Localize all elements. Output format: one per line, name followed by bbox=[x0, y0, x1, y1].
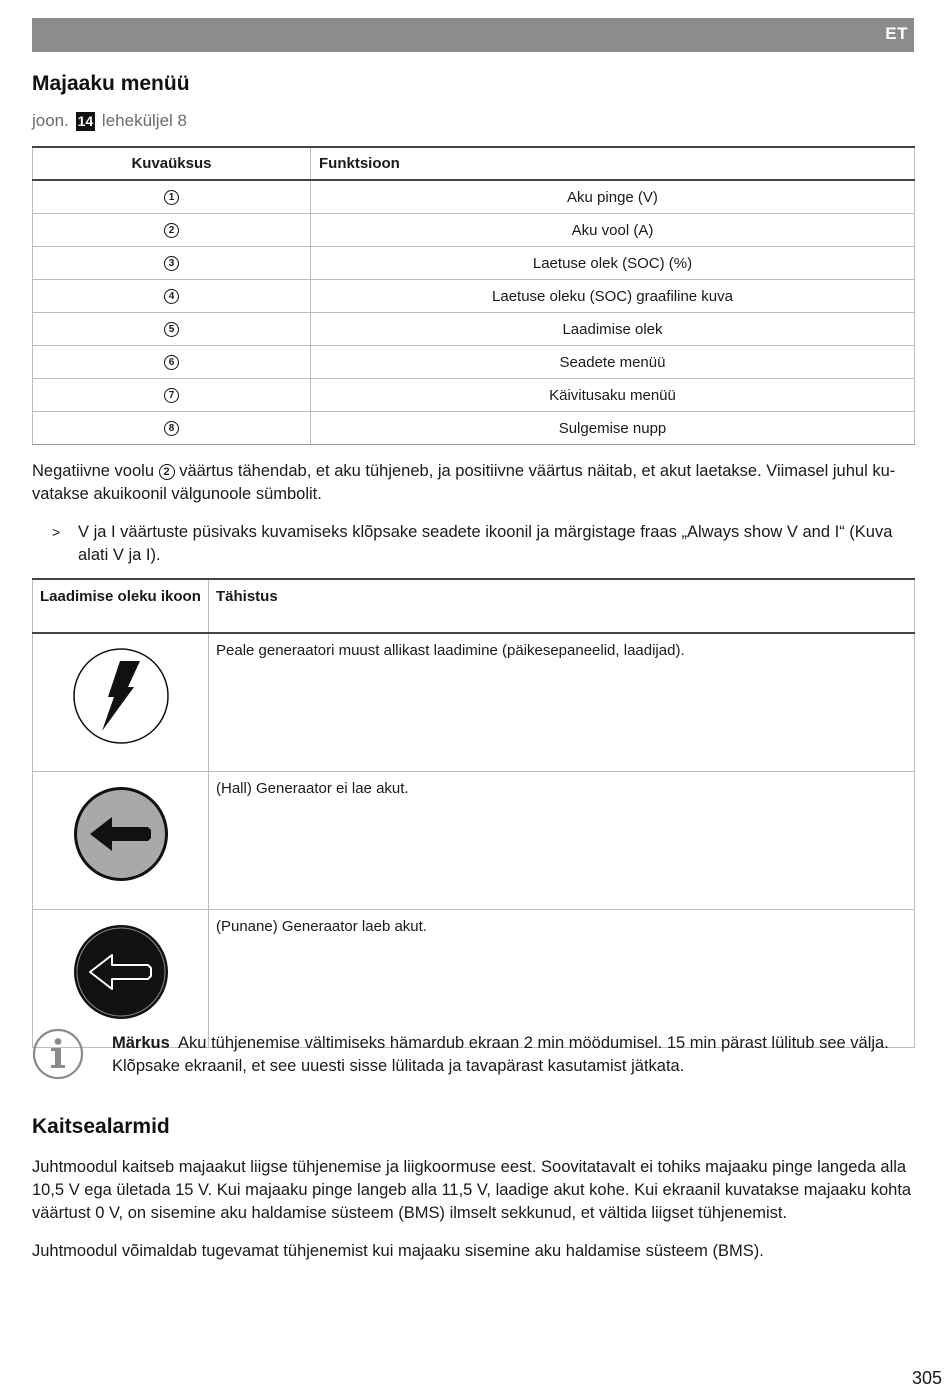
table-row bbox=[33, 772, 915, 910]
note-block bbox=[112, 1032, 914, 1078]
display-functions-table bbox=[32, 146, 915, 445]
function-cell: Sulgemise nupp bbox=[311, 412, 915, 445]
circled-number: 2 bbox=[164, 223, 179, 238]
figure-reference bbox=[32, 111, 187, 131]
grey-arrow-left-icon bbox=[72, 785, 170, 883]
bullet-marker: > bbox=[52, 524, 61, 540]
table-row bbox=[33, 910, 915, 1048]
function-cell: Seadete menüü bbox=[311, 346, 915, 379]
charging-status-icon-table bbox=[32, 578, 915, 1048]
function-cell: Laadimise olek bbox=[311, 313, 915, 346]
table-header-row bbox=[33, 147, 915, 180]
note-label: Märkus bbox=[112, 1034, 170, 1052]
table-row bbox=[33, 412, 915, 445]
function-cell: Käivitusaku menüü bbox=[311, 379, 915, 412]
circled-number: 5 bbox=[164, 322, 179, 337]
function-cell: Laetuse olek (SOC) (%) bbox=[311, 247, 915, 280]
circled-number: 7 bbox=[164, 388, 179, 403]
circled-number: 6 bbox=[164, 355, 179, 370]
function-cell: Aku vool (A) bbox=[311, 214, 915, 247]
icon-description: (Punane) Generaator laeb akut. bbox=[209, 910, 915, 1048]
column-header-charging-icon: Laadimise oleku ikoon bbox=[33, 579, 209, 633]
figure-ref-prefix: joon. bbox=[32, 111, 69, 130]
table-row bbox=[33, 214, 915, 247]
table-row bbox=[33, 313, 915, 346]
current-sign-paragraph: Negatiivne voolu 2 väärtus tähendab, et aku tühjeneb, ja positiivne väärtus näitab, et akut laetakse. Viimasel juhul ku-vatakse akuikoonil välgunoole sümbolit. bbox=[32, 462, 896, 503]
table-header-row bbox=[33, 579, 915, 633]
icon-description: (Hall) Generaator ei lae akut. bbox=[209, 772, 915, 910]
section-title-protection-alarms: Kaitsealarmid bbox=[32, 1115, 170, 1138]
icon-description: Peale generaatori muust allikast laadimine (päikesepaneelid, laadijad). bbox=[209, 633, 915, 772]
table-row bbox=[33, 633, 915, 772]
table-row bbox=[33, 280, 915, 313]
circled-number: 3 bbox=[164, 256, 179, 271]
circled-number: 2 bbox=[159, 464, 175, 480]
column-header-function: Funktsioon bbox=[311, 147, 915, 180]
figure-number-badge: 14 bbox=[77, 113, 94, 129]
language-code: ET bbox=[885, 24, 908, 43]
column-header-meaning: Tähistus bbox=[209, 579, 915, 633]
column-header-display-item: Kuvaüksus bbox=[33, 147, 311, 180]
circled-number: 4 bbox=[164, 289, 179, 304]
alarm-paragraph: Juhtmoodul kaitseb majaakut liigse tühjenemise ja liigkoormuse eest. Soovitatavalt ei tohiks majaaku pinge langeda alla 10,5 V ega ületada 15 V. Kui majaaku pinge langeb alla 11,5 V, laadige akut kohe. Kui ekraanil kuvatakse majaaku kohta väärtust 0 V, on sisemine aku haldamise süsteem (BMS) ilmselt sekkunud, et vältida liigset tühjenemist. bbox=[32, 1158, 912, 1222]
circled-number: 8 bbox=[164, 421, 179, 436]
page-number: 305 bbox=[911, 1368, 942, 1388]
table-row bbox=[33, 247, 915, 280]
section-title-house-battery-menu: Majaaku menüü bbox=[32, 72, 190, 95]
alarm-paragraph: Juhtmoodul võimaldab tugevamat tühjenemist kui majaaku sisemine aku haldamise süsteem (BMS). bbox=[32, 1242, 764, 1260]
figure-ref-suffix: leheküljel 8 bbox=[101, 111, 187, 130]
info-icon bbox=[32, 1028, 84, 1080]
table-row bbox=[33, 180, 915, 214]
circled-number: 1 bbox=[164, 190, 179, 205]
table-row bbox=[33, 379, 915, 412]
header-bar bbox=[32, 18, 914, 52]
black-arrow-left-outline-icon bbox=[72, 923, 170, 1021]
function-cell: Laetuse oleku (SOC) graafiline kuva bbox=[311, 280, 915, 313]
function-cell: Aku pinge (V) bbox=[311, 180, 915, 214]
note-text: Aku tühjenemise vältimiseks hämardub ekraan 2 min möödumisel. 15 min pärast lülitub see välja. Klõpsake ekraanil, et see uuesti sisse lülitada ja tavapärast kasutamist jätkata. bbox=[112, 1034, 889, 1075]
table-row bbox=[33, 346, 915, 379]
lightning-bolt-icon bbox=[72, 647, 170, 745]
bullet-text: V ja I väärtuste püsivaks kuvamiseks klõpsake seadete ikoonil ja märgistage fraas „Always show V and I“ (Kuva alati V ja I). bbox=[78, 523, 893, 564]
